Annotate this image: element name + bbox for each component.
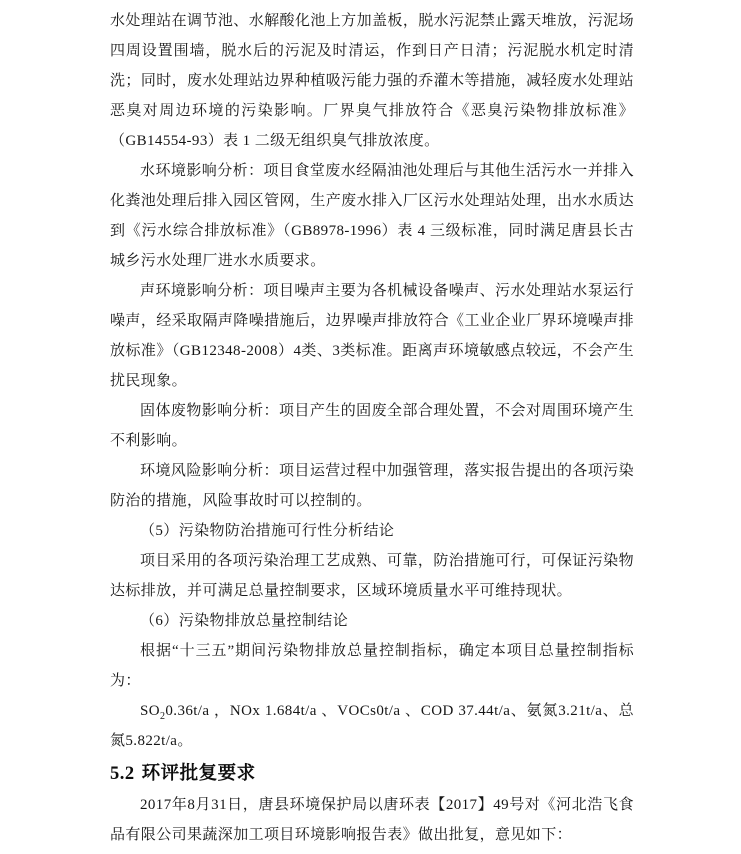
paragraph-emission-quota-values — [110, 696, 634, 756]
section-heading-5-2 — [110, 758, 634, 790]
emission-values-text: 0.36t/a ，NOx 1.684t/a 、VOCs0t/a 、COD 37.44t/a、氨氮3.21t/a、总氮5.822t/a。 — [110, 703, 634, 749]
paragraph-solid-waste-impact: 固体废物影响分析：项目产生的固废全部合理处置，不会对周围环境产生不利影响。 — [110, 403, 634, 449]
paragraph-eia-approval-intro: 2017年8月31日，唐县环境保护局以唐环表【2017】49号对《河北浩飞食品有限公司果蔬深加工项目环境影响报告表》做出批复，意见如下： — [110, 797, 634, 843]
paragraph-treatment-process-feasibility: 项目采用的各项污染治理工艺成熟、可靠，防治措施可行，可保证污染物达标排放，并可满足总量控制要求，区域环境质量水平可维持现状。 — [110, 553, 634, 599]
chem-formula-prefix: SO — [140, 703, 160, 719]
item-6-total-emission-control-conclusion: （6）污染物排放总量控制结论 — [140, 613, 349, 629]
paragraph-odor-control-measures: 水处理站在调节池、水解酸化池上方加盖板，脱水污泥禁止露天堆放，污泥场四周设置围墙，脱水后的污泥及时清运，作到日产日清；污泥脱水机定时清洗；同时，废水处理站边界种植吸污能力强的乔灌木等措施，减轻废水处理站恶臭对周边环境的污染影响。厂界臭气排放符合《恶臭污染物排放标准》（GB14554-93）表 1 二级无组织臭气排放浓度。 — [110, 13, 634, 149]
paragraph-noise-environment-impact: 声环境影响分析：项目噪声主要为各机械设备噪声、污水处理站水泵运行噪声，经采取隔声降噪措施后，边界噪声排放符合《工业企业厂界环境噪声排放标准》（GB12348-2008）4类、3类标准。距离声环境敏感点较远，不会产生扰民现象。 — [110, 283, 634, 389]
paragraph-water-environment-impact: 水环境影响分析：项目食堂废水经隔油池处理后与其他生活污水一并排入化粪池处理后排入园区管网，生产废水排入厂区污水处理站处理，出水水质达到《污水综合排放标准》（GB8978-1996）表 4 三级标准，同时满足唐县长古城乡污水处理厂进水水质要求。 — [110, 163, 634, 269]
paragraph-environmental-risk-impact: 环境风险影响分析：项目运营过程中加强管理，落实报告提出的各项污染防治的措施，风险事故时可以控制的。 — [110, 463, 634, 509]
section-title: 环评批复要求 — [141, 764, 256, 784]
item-5-pollution-prevention-feasibility-conclusion: （5）污染物防治措施可行性分析结论 — [140, 523, 395, 539]
section-number: 5.2 — [110, 764, 135, 784]
chem-formula-subscript: 2 — [159, 711, 166, 722]
paragraph-13th-five-year-plan-indicators: 根据“十三五”期间污染物排放总量控制指标，确定本项目总量控制指标为： — [110, 643, 634, 689]
